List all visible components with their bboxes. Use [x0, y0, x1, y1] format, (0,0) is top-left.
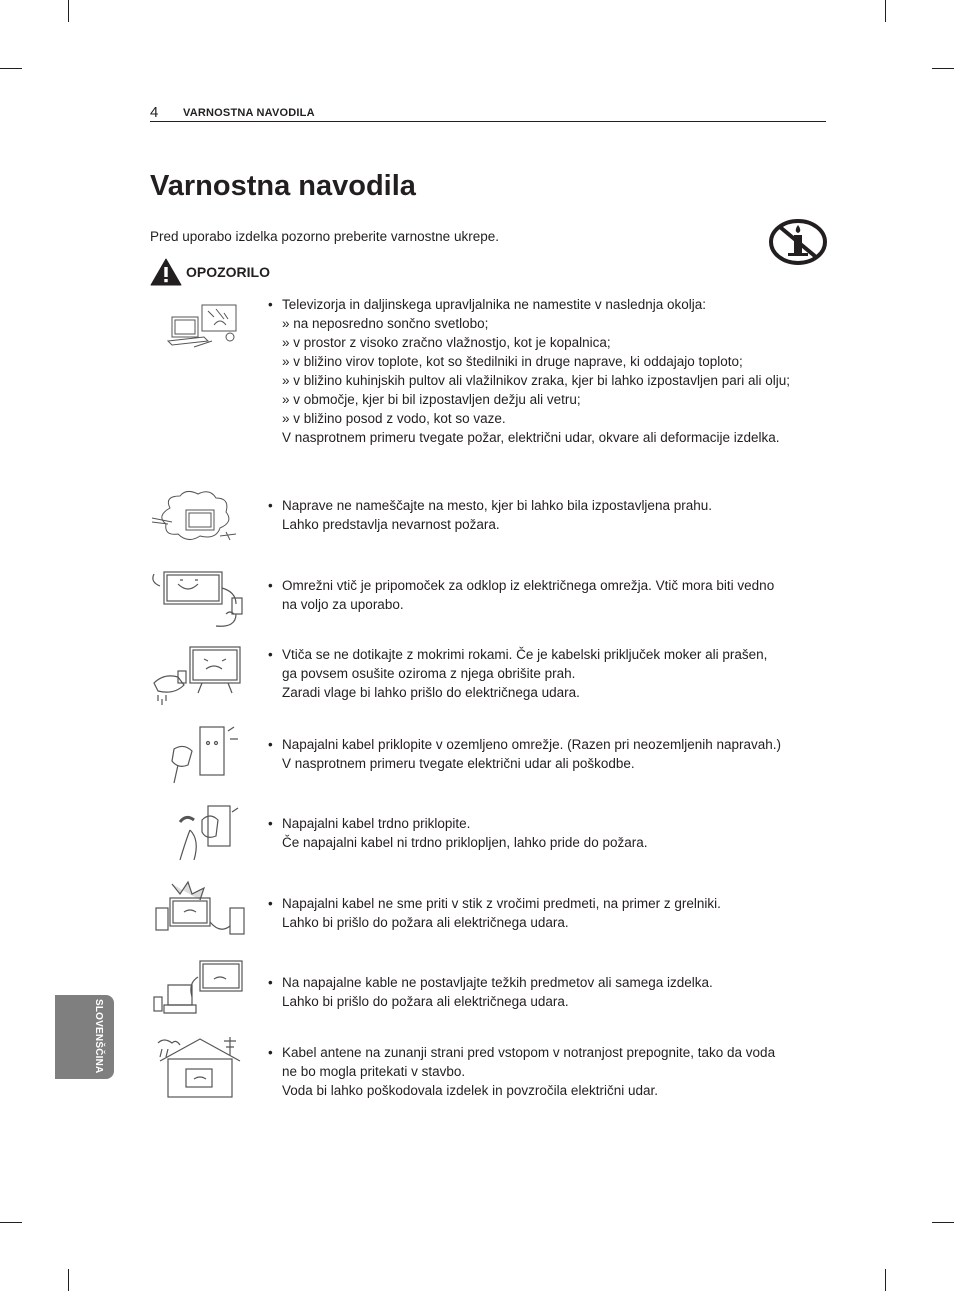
item-line: ga povsem osušite oziroma z njega obrišite prah. — [282, 666, 576, 681]
item-line: Naprave ne nameščajte na mesto, kjer bi lahko bila izpostavljena prahu. — [282, 498, 712, 513]
item-line: Lahko bi prišlo do požara ali električnega udara. — [282, 994, 569, 1009]
warning-triangle-icon — [150, 258, 182, 286]
bullet: • — [268, 578, 273, 593]
item-line: » na neposredno sončno svetlobo; — [282, 316, 489, 331]
warning-heading — [150, 258, 270, 286]
crop-mark — [0, 1222, 22, 1223]
bullet: • — [268, 737, 273, 752]
crop-mark — [885, 0, 886, 22]
bullet: • — [268, 816, 273, 831]
item-line: Napajalni kabel priklopite v ozemljeno omrežje. (Razen pri neozemljenih napravah.) — [282, 737, 782, 752]
crop-mark — [932, 68, 954, 69]
header-divider — [150, 121, 826, 122]
item-line: » v prostor z visoko zračno vlažnostjo, kot je kopalnica; — [282, 335, 611, 350]
intro-text: Pred uporabo izdelka pozorno preberite varnostne ukrepe. — [150, 229, 499, 244]
crop-mark — [68, 1269, 69, 1291]
crop-mark — [68, 0, 69, 22]
item-line: Vtiča se ne dotikajte z mokrimi rokami. Če je kabelski priključek moker ali prašen, — [282, 647, 768, 662]
item-line: » v bližino kuhinjskih pultov ali vlažilnikov zraka, kjer bi lahko izpostavljen pari ali olju; — [282, 373, 790, 388]
item-line: Lahko bi prišlo do požara ali električnega udara. — [282, 915, 569, 930]
crop-mark — [0, 68, 22, 69]
bullet: • — [268, 647, 273, 662]
no-candle-icon — [768, 217, 828, 267]
crop-mark — [932, 1222, 954, 1223]
item-line: V nasprotnem primeru tvegate električni udar ali poškodbe. — [282, 756, 635, 771]
language-tab — [55, 995, 114, 1079]
item-line: » v območje, kjer bi bil izpostavljen dežju ali vetru; — [282, 392, 581, 407]
bullet: • — [268, 498, 273, 513]
warning-label: OPOZORILO — [186, 264, 270, 280]
antenna-cable-illustration — [150, 1035, 246, 1101]
item-line: ne bo mogla pritekati v stavbo. — [282, 1064, 466, 1079]
item-line: Na napajalne kable ne postavljajte težkih predmetov ali samega izdelka. — [282, 975, 713, 990]
running-header: VARNOSTNA NAVODILA — [183, 107, 315, 119]
item-line: » v bližino posod z vodo, kot so vaze. — [282, 411, 506, 426]
heavy-object-illustration — [150, 957, 246, 1023]
bullet: • — [268, 297, 273, 312]
firm-plug-illustration — [150, 800, 246, 872]
item-line: Kabel antene na zunanji strani pred vstopom v notranjost prepognite, tako da voda — [282, 1045, 776, 1060]
item-line: Televizorja in daljinskega upravljalnika ne namestite v naslednja okolja: — [282, 297, 706, 312]
item-line: Če napajalni kabel ni trdno priklopljen, lahko pride do požara. — [282, 835, 648, 850]
dust-illustration — [150, 488, 246, 554]
item-line: V nasprotnem primeru tvegate požar, električni udar, okvare ali deformacije izdelka. — [282, 430, 780, 445]
item-line: Napajalni kabel trdno priklopite. — [282, 816, 471, 831]
bullet: • — [268, 975, 273, 990]
item-line: » v bližino virov toplote, kot so štedilniki in druge naprave, ki oddajajo toploto; — [282, 354, 743, 369]
language-tab-label: SLOVENŠČINA — [93, 999, 104, 1074]
item-line: Napajalni kabel ne sme priti v stik z vročimi predmeti, na primer z grelniki. — [282, 896, 721, 911]
bullet: • — [268, 896, 273, 911]
item-line: Voda bi lahko poškodovala izdelek in povzročila električni udar. — [282, 1083, 658, 1098]
item-line: Zaradi vlage bi lahko prišlo do električnega udara. — [282, 685, 580, 700]
bullet: • — [268, 1045, 273, 1060]
item-line: Omrežni vtič je pripomoček za odklop iz električnega omrežja. Vtič mora biti vedno — [282, 578, 775, 593]
page-number: 4 — [150, 104, 159, 121]
item-line: Lahko predstavlja nevarnost požara. — [282, 517, 500, 532]
plug-access-illustration — [150, 566, 246, 632]
heater-cable-illustration — [150, 878, 246, 944]
crop-mark — [885, 1269, 886, 1291]
page-title: Varnostna navodila — [150, 170, 416, 202]
wet-hands-illustration — [150, 643, 246, 709]
grounded-outlet-illustration — [150, 721, 246, 787]
tv-environment-illustration — [164, 295, 244, 359]
item-line: na voljo za uporabo. — [282, 597, 404, 612]
